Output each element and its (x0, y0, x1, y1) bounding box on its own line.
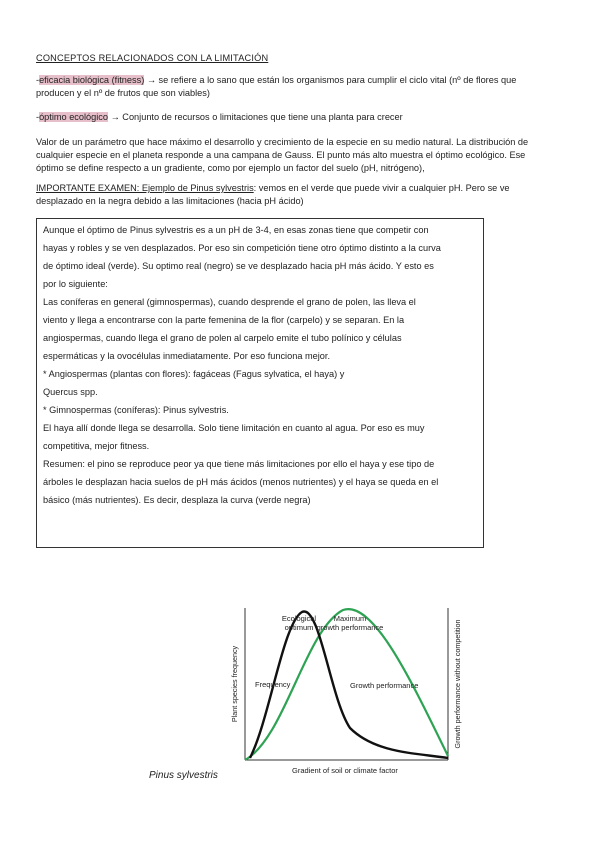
figure-caption: Pinus sylvestris (149, 770, 218, 781)
definition-fitness: -eficacia biológica (fitness) → se refiere a lo sano que están los organismos para cumplir el ciclo vital (nº de flores que producen y el nº de frutos que son viables) (36, 75, 517, 98)
y-axis-right-label: Growth performance without competition (453, 619, 462, 749)
label-frequency: Frequency (255, 680, 291, 689)
label-optimum: optimum (284, 623, 314, 632)
x-axis-label: Gradient of soil or climate factor (292, 766, 398, 775)
box-line: * Angiospermas (plantas con flores): fagáceas (Fagus sylvatica, el haya) y (43, 369, 345, 379)
paragraph-importante: IMPORTANTE EXAMEN: Ejemplo de Pinus sylvestris: vemos en el verde que puede vivir a cualquier pH. Pero se ve desplazado en la negra debido a las limitaciones (hacia pH ácido) (36, 183, 510, 206)
box-line: competitiva, mejor fitness. (43, 441, 150, 451)
box-line: de óptimo ideal (verde). Su optimo real (negro) se ve desplazado hacia pH más ácido. Y esto es (43, 261, 434, 271)
label-maximum-growth: growth performance (316, 623, 384, 632)
definition-optimo-ecologico: -óptimo ecológico → Conjunto de recursos o limitaciones que tiene una planta para crecer (36, 112, 403, 122)
paragraph-optimo: Valor de un parámetro que hace máximo el desarrollo y crecimiento de la especie en su medio natural. La distribución de cualquier especie en el planeta responde a una campana de Gauss. El punto más alto muestra el óptimo ecológico. Ese óptimo se define respecto a un gradiente, como por ejemplo un factor del suelo (pH, nitrógeno), (36, 137, 529, 173)
explanation-box (36, 218, 484, 548)
page-title: CONCEPTOS RELACIONADOS CON LA LIMITACIÓN (36, 53, 269, 63)
box-line: básico (más nutrientes). Es decir, desplaza la curva (verde negra) (43, 495, 311, 505)
box-line: árboles le desplazan hacia suelos de pH más ácidos (menos nutrientes) y el haya se queda en el (43, 477, 439, 487)
box-line: espermáticas y la ovocélulas inmediatamente. Por eso funciona mejor. (43, 351, 331, 361)
box-line: El haya allí donde llega se desarrolla. Solo tiene limitación en cuanto al agua. Por eso es muy (43, 423, 425, 433)
importante-examen-label: IMPORTANTE EXAMEN: Ejemplo de Pinus sylvestris (36, 183, 254, 193)
box-line: Las coníferas en general (gimnospermas), cuando desprende el grano de polen, las lleva el (43, 297, 416, 307)
box-line: hayas y robles y se ven desplazados. Por eso sin competición tiene otro óptimo distinto a la curva (43, 243, 441, 253)
term-fitness: eficacia biológica (fitness) (39, 75, 145, 85)
box-line: angiospermas, cuando llega el grano de polen al carpelo emite el tubo polínico y células (43, 333, 402, 343)
y-axis-left-label: Plant species frequency (230, 645, 239, 723)
term-optimo-ecologico: óptimo ecológico (39, 112, 109, 122)
box-line: * Gimnospermas (coníferas): Pinus sylvestris. (43, 405, 229, 415)
box-line: Quercus spp. (43, 387, 98, 397)
label-ecological: Ecological (281, 614, 317, 623)
box-line: Aunque el óptimo de Pinus sylvestris es a un pH de 3-4, en esas zonas tiene que competir con (43, 225, 429, 235)
optimum-figure (145, 588, 485, 788)
box-line: viento y llega a encontrarse con la parte femenina de la flor (carpelo) y se separan. En la (43, 315, 405, 325)
box-line: por lo siguiente: (43, 279, 108, 289)
label-maximum: Maximum (333, 614, 367, 623)
optimum-diagram (145, 588, 485, 788)
label-growth-performance: Growth performance (350, 681, 419, 690)
box-line: Resumen: el pino se reproduce peor ya que tiene más limitaciones por ello el haya y ese tipo de (43, 459, 435, 469)
